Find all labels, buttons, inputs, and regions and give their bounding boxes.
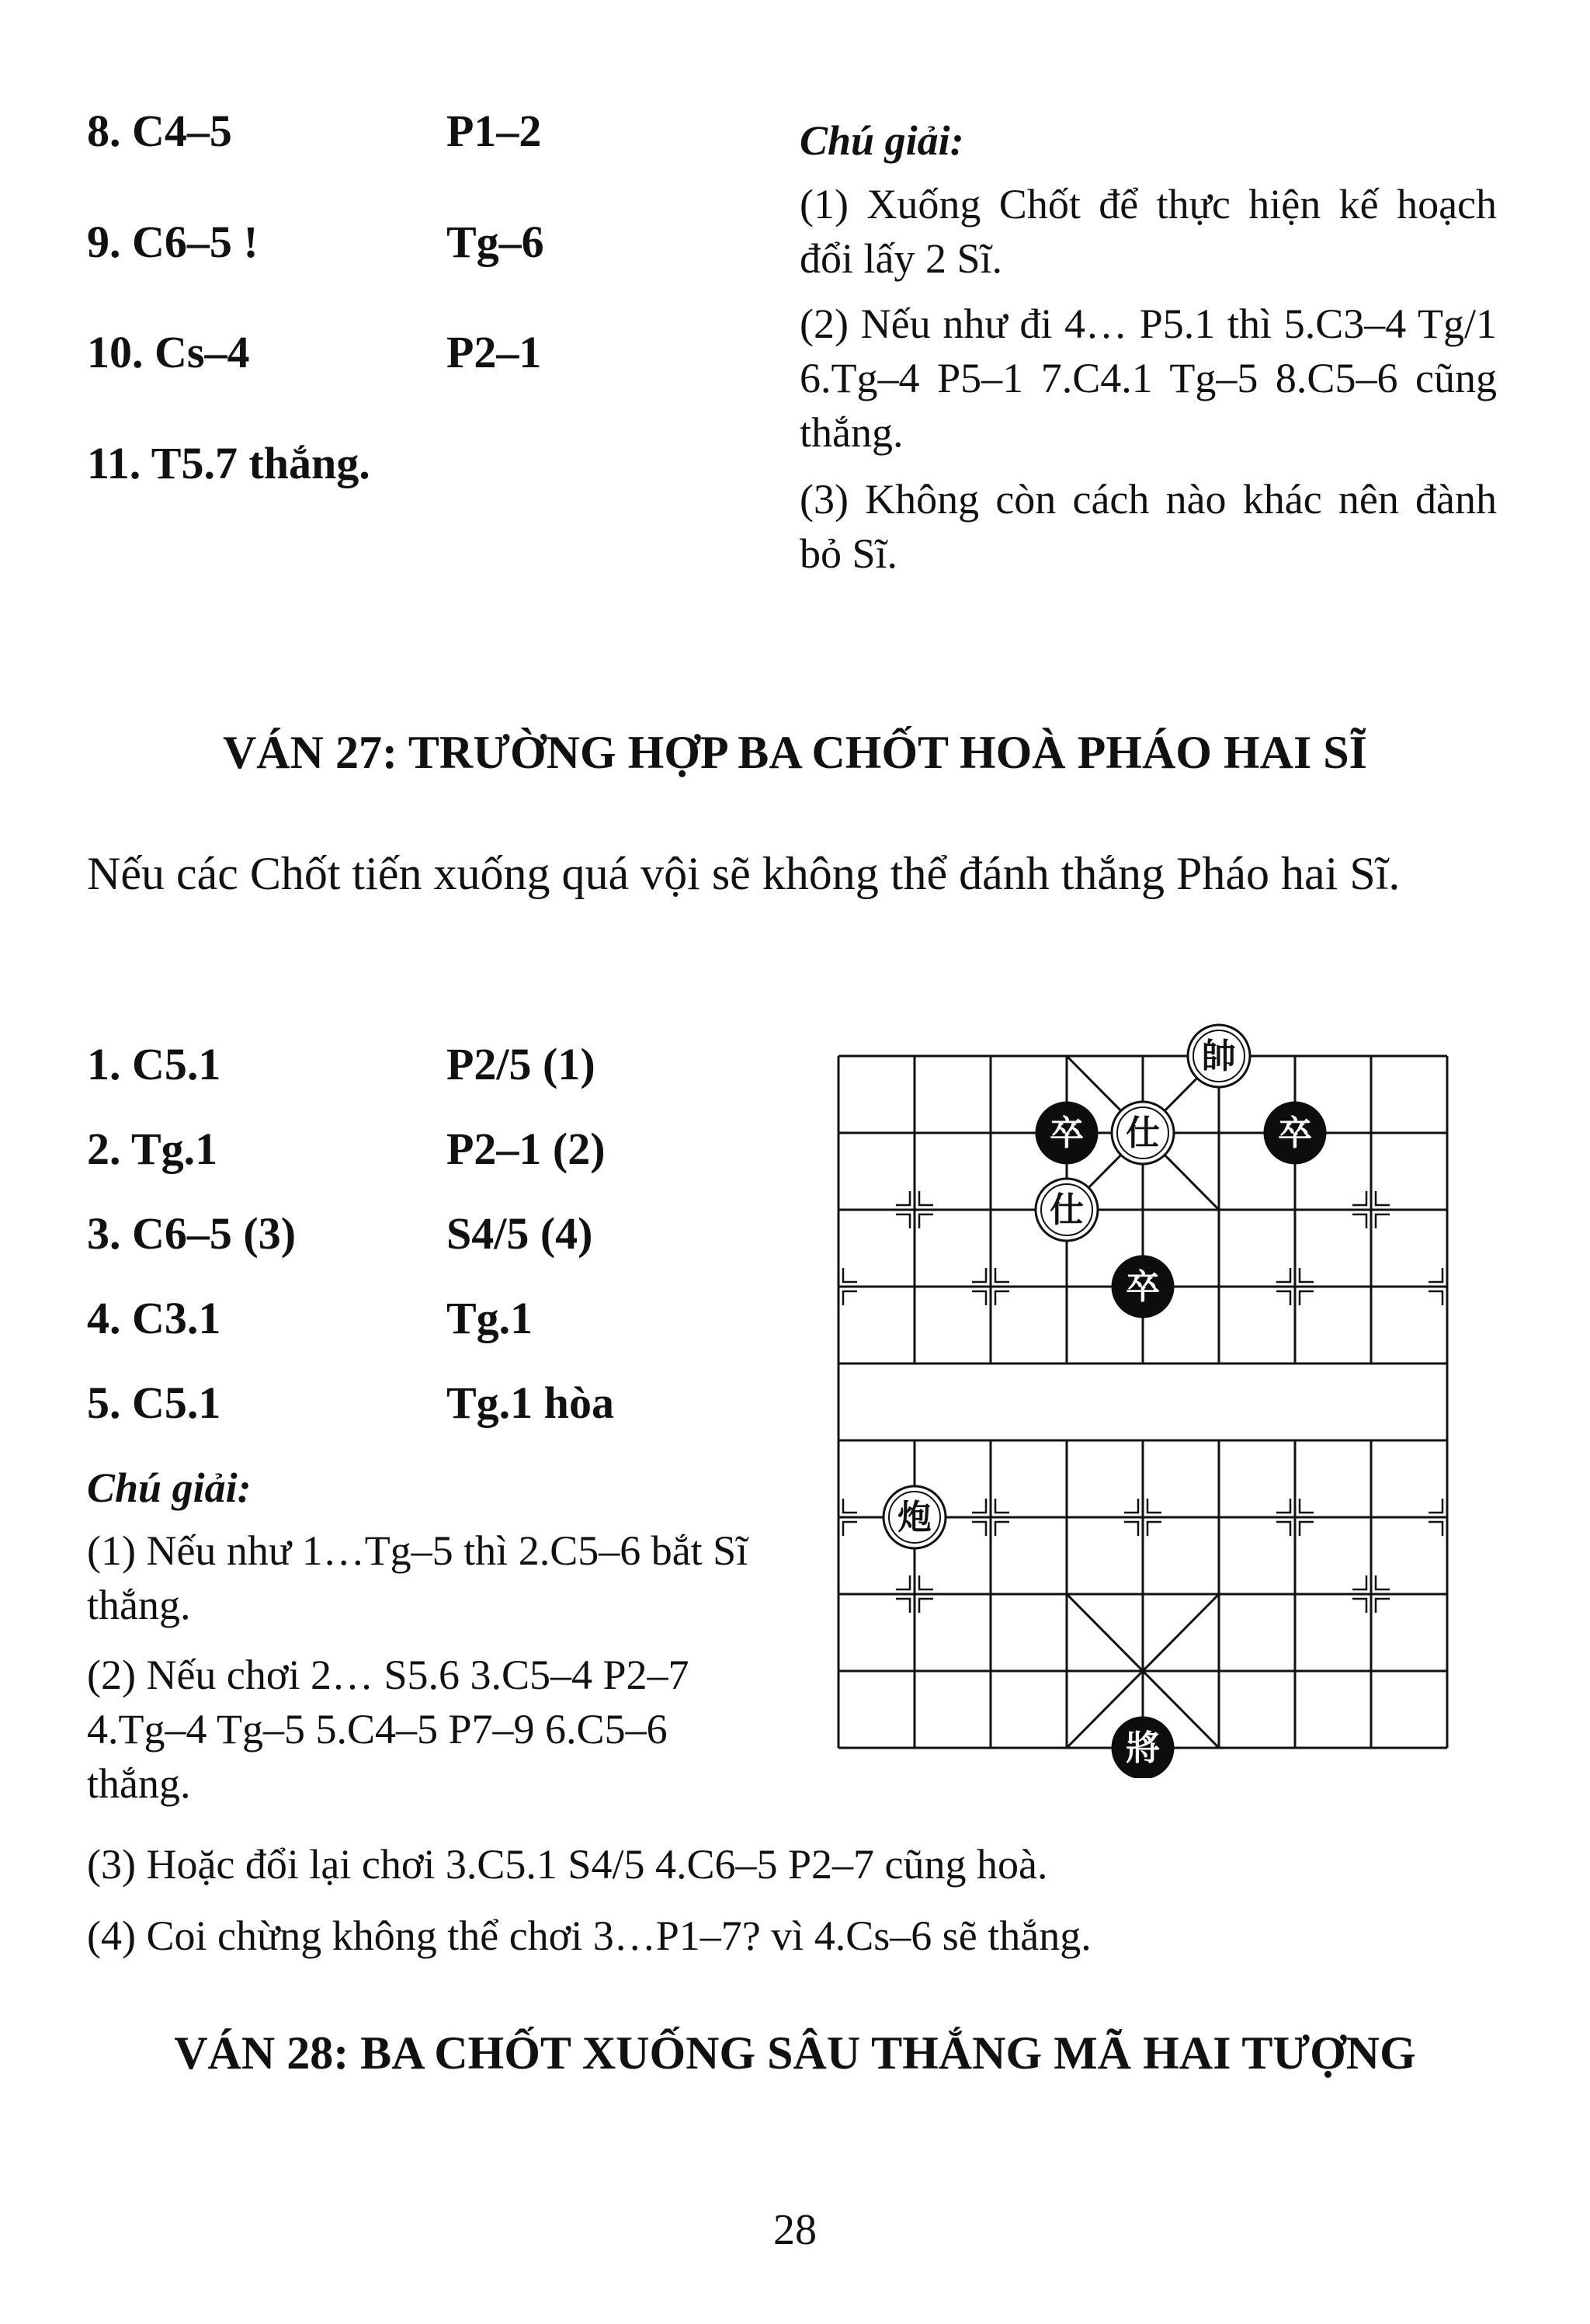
xiangqi-board [815,1017,1467,1778]
page-number: 28 [773,2206,817,2254]
black-piece [1264,1102,1326,1164]
piece-glyph: 卒 [1126,1267,1160,1307]
position-marker [1124,1522,1138,1536]
top-move-black-2: Tg–6 [446,217,544,267]
position-marker [1352,1191,1366,1205]
g27-move-red-5: 5. C5.1 [87,1377,221,1428]
position-marker [1124,1499,1138,1513]
position-marker [1276,1499,1290,1513]
position-marker [1300,1499,1314,1513]
g27-move-red-2: 2. Tg.1 [87,1124,218,1174]
black-piece [1112,1717,1174,1778]
position-marker [896,1599,910,1613]
position-marker [1147,1499,1161,1513]
position-marker [1376,1575,1390,1589]
top-notes-heading: Chú giải: [800,117,964,164]
black-piece [1112,1256,1174,1318]
position-marker [1300,1268,1314,1282]
position-marker [919,1575,933,1589]
g27-note-4: (4) Coi chừng không thể chơi 3…P1–7? vì 4.Cs–6 sẽ thắng. [87,1912,1092,1959]
top-note-2: (2) Nếu như đi 4… P5.1 thì 5.C3–4 Tg/1 6.Tg–4 P5–1 7.C4.1 Tg–5 8.C5–6 cũng thắng. [800,300,1497,456]
position-marker [972,1291,986,1305]
position-marker [919,1214,933,1228]
top-note-1: (1) Xuống Chốt để thực hiện kế hoạch đổi lấy 2 Sĩ. [800,181,1497,282]
white-piece [1036,1179,1098,1241]
top-move-black-3: P2–1 [446,327,542,377]
position-marker [1276,1268,1290,1282]
top-move-red-1: 8. C4–5 [87,106,232,156]
piece-glyph: 仕 [1126,1113,1160,1153]
position-marker [995,1499,1009,1513]
piece-glyph: 炮 [897,1498,932,1537]
white-piece [1112,1102,1174,1164]
position-marker [1147,1522,1161,1536]
position-marker [1300,1291,1314,1305]
g27-note-1: (1) Nếu như 1…Tg–5 thì 2.C5–6 bắt Sĩ thắng. [87,1527,748,1628]
g27-note-3: (3) Hoặc đổi lại chơi 3.C5.1 S4/5 4.C6–5 P2–7 cũng hoà. [87,1841,1048,1888]
white-piece [884,1486,946,1548]
position-marker [843,1268,857,1282]
piece-glyph: 帥 [1202,1037,1236,1076]
position-marker [1276,1291,1290,1305]
position-marker [1376,1599,1390,1613]
black-piece [1036,1102,1098,1164]
g27-move-red-1: 1. C5.1 [87,1039,221,1089]
g27-move-black-2: P2–1 (2) [446,1124,606,1174]
top-move-black-1: P1–2 [446,106,542,156]
piece-glyph: 將 [1126,1728,1160,1768]
position-marker [843,1291,857,1305]
position-marker [1429,1522,1442,1536]
game27-title: VÁN 27: TRƯỜNG HỢP BA CHỐT HOÀ PHÁO HAI SĨ [222,727,1368,778]
position-marker [896,1575,910,1589]
position-marker [896,1191,910,1205]
g27-move-red-3: 3. C6–5 (3) [87,1208,297,1259]
top-move-red-2: 9. C6–5 ! [87,217,259,267]
game28-title: VÁN 28: BA CHỐT XUỐNG SÂU THẮNG MÃ HAI TƯỢNG [174,2027,1416,2079]
position-marker [1376,1214,1390,1228]
piece-glyph: 卒 [1278,1113,1312,1153]
position-marker [1429,1499,1442,1513]
position-marker [919,1599,933,1613]
position-marker [995,1291,1009,1305]
g27-note-2: (2) Nếu chơi 2… S5.6 3.C5–4 P2–7 4.Tg–4 Tg–5 5.C4–5 P7–9 6.C5–6 thắng. [87,1652,689,1807]
position-marker [843,1522,857,1536]
position-marker [919,1191,933,1205]
top-note-3: (3) Không còn cách nào khác nên đành bỏ Sĩ. [800,476,1497,577]
position-marker [896,1214,910,1228]
g27-notes-heading: Chú giải: [87,1464,252,1511]
position-marker [1300,1522,1314,1536]
g27-move-red-4: 4. C3.1 [87,1293,221,1343]
position-marker [1429,1291,1442,1305]
g27-move-black-3: S4/5 (4) [446,1208,593,1259]
piece-glyph: 仕 [1050,1190,1084,1230]
position-marker [1276,1522,1290,1536]
top-move-red-4: 11. T5.7 thắng. [87,438,370,488]
g27-move-black-4: Tg.1 [446,1293,533,1343]
position-marker [1352,1575,1366,1589]
top-move-red-3: 10. Cs–4 [87,327,250,377]
position-marker [972,1268,986,1282]
piece-glyph: 卒 [1050,1113,1084,1153]
position-marker [1376,1191,1390,1205]
position-marker [995,1268,1009,1282]
white-piece [1188,1025,1250,1087]
g27-move-black-1: P2/5 (1) [446,1039,595,1089]
position-marker [972,1522,986,1536]
position-marker [1352,1599,1366,1613]
position-marker [1352,1214,1366,1228]
position-marker [972,1499,986,1513]
position-marker [995,1522,1009,1536]
game27-intro: Nếu các Chốt tiến xuống quá vội sẽ không thể đánh thắng Pháo hai Sĩ. [87,848,1401,899]
g27-move-black-5: Tg.1 hòa [446,1377,614,1428]
position-marker [843,1499,857,1513]
position-marker [1429,1268,1442,1282]
